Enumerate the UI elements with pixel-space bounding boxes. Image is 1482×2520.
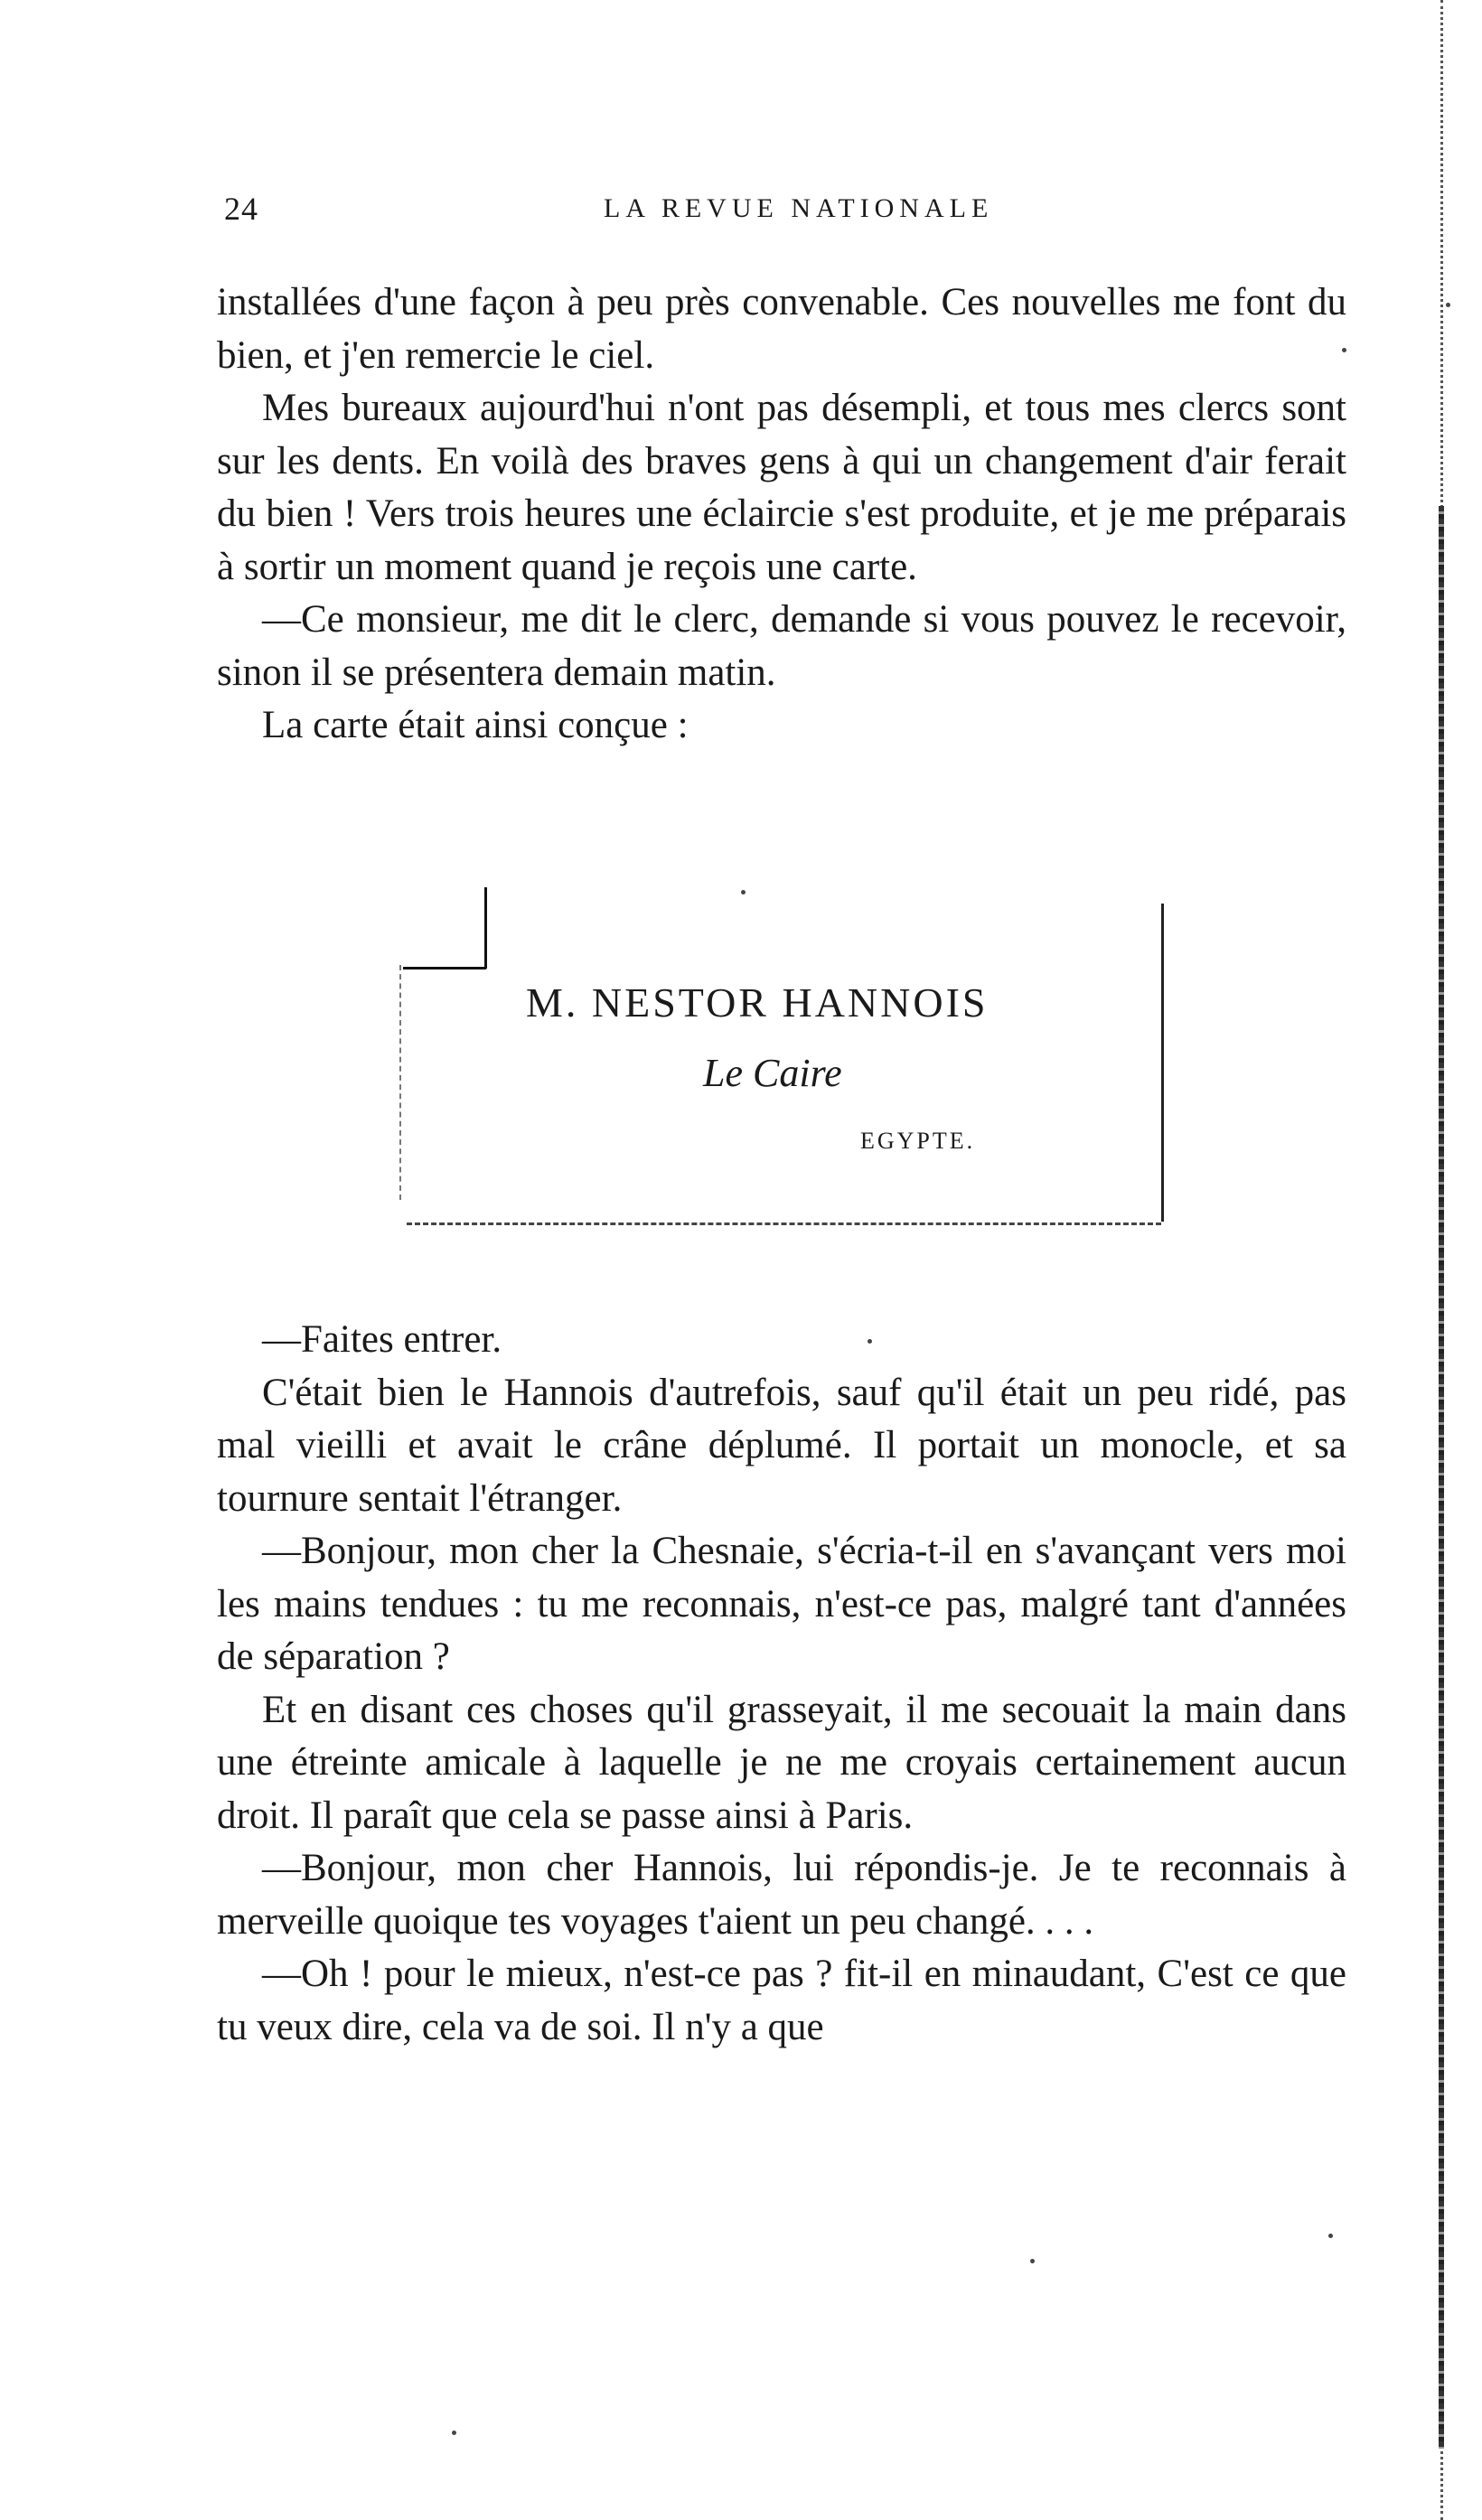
card-name: M. NESTOR HANNOIS — [526, 979, 989, 1026]
bottom-text-block — [217, 1314, 1346, 2054]
paragraph: installées d'une façon à peu près convenable. Ces nouvelles me font du bien, et j'en remercie le ciel. — [217, 281, 1346, 377]
scan-speck — [1342, 348, 1346, 352]
visiting-card — [399, 965, 1164, 1225]
paragraph: Et en disant ces choses qu'il grasseyait, il me secouait la main dans une étreinte amicale à laquelle je ne me croyais certainement aucun droit. Il paraît que cela se passe ainsi à Paris. — [217, 1688, 1346, 1837]
card-corner-mark — [403, 967, 486, 970]
card-right-edge — [1161, 904, 1164, 1222]
running-header — [224, 190, 1345, 235]
scan-speck — [741, 890, 746, 895]
scan-speck — [1030, 2259, 1035, 2263]
card-city: Le Caire — [703, 1051, 842, 1095]
card-corner-mark — [484, 887, 487, 969]
top-text-block — [217, 276, 1346, 753]
paragraph: C'était bien le Hannois d'autrefois, sauf qu'il était un peu ridé, pas mal vieilli et avait le crâne déplumé. Il portait un monocle, et sa tournure sentait l'étranger. — [217, 1371, 1346, 1520]
card-country: EGYPTE. — [860, 1128, 976, 1154]
paragraph: La carte était ainsi conçue : — [262, 704, 689, 746]
paragraph: Mes bureaux aujourd'hui n'ont pas désempli, et tous mes clercs sont sur les dents. En voilà des braves gens à qui un changement d'air ferait du bien ! Vers trois heures une éclaircie s'est produite, et je me préparais à sortir un moment quand je reçois une carte. — [217, 387, 1346, 588]
scan-edge-shadow — [1439, 506, 1444, 2449]
paragraph: —Bonjour, mon cher Hannois, lui répondis-je. Je te reconnais à merveille quoique tes voyages t'aient un peu changé. . . . — [217, 1847, 1346, 1943]
card-left-edge — [399, 965, 401, 1200]
scan-speck — [868, 1339, 872, 1344]
journal-title: LA REVUE NATIONALE — [604, 193, 994, 223]
scan-speck — [452, 2431, 456, 2435]
scan-speck — [1328, 2234, 1333, 2238]
paragraph: —Faites entrer. — [262, 1318, 502, 1361]
scan-speck — [1446, 303, 1450, 307]
paragraph: —Ce monsieur, me dit le clerc, demande si vous pouvez le recevoir, sinon il se présentera demain matin. — [217, 598, 1346, 694]
paragraph: —Bonjour, mon cher la Chesnaie, s'écria-t-il en s'avançant vers moi les mains tendues : tu me reconnais, n'est-ce pas, malgré tant d'années de séparation ? — [217, 1530, 1346, 1678]
paragraph: —Oh ! pour le mieux, n'est-ce pas ? fit-il en minaudant, C'est ce que tu veux dire, cela va de soi. Il n'y a que — [217, 1953, 1346, 2048]
page-number: 24 — [224, 191, 258, 227]
card-bottom-edge — [407, 1223, 1161, 1225]
